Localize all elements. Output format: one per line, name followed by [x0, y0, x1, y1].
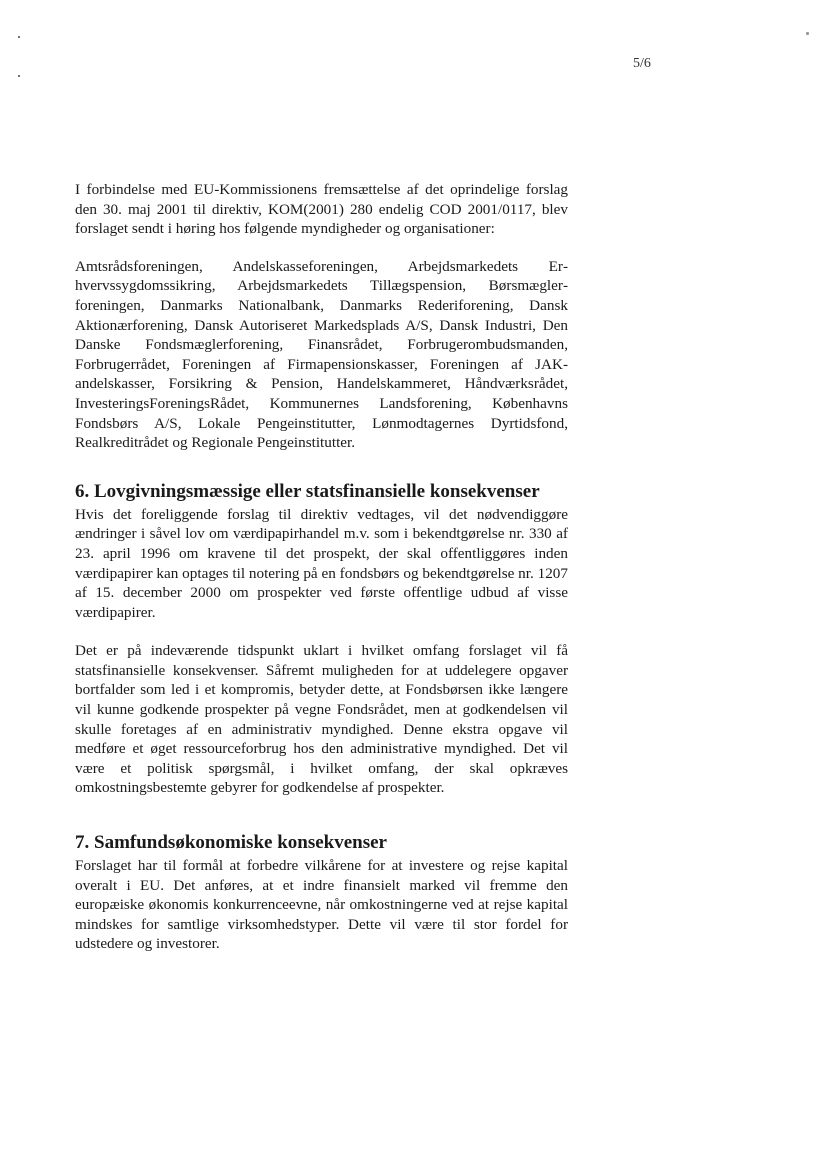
- section-6-paragraph-1: Hvis det foreliggende forslag til direktiv vedtages, vil det nødvendiggøre ændringer i såvel lov om værdipapirhandel m.v. som i bekendtgørelse nr. 330 af 23. april 1996 om kravene til det prospekt, der skal offentliggøres inden værdipapirer kan optages til notering på en fondsbørs og bekendtgørelse nr. 1207 af 15. december 2000 om prospekter ved første offentlige udbud af visse værdipapirer.: [75, 505, 568, 621]
- intro-paragraph: I forbindelse med EU-Kommissionens fremsættelse af det oprindelige forslag den 30. maj 2001 til direktiv, KOM(2001) 280 endelig COD 2001/0117, blev forslaget sendt i høring hos følgende myndigheder og organisationer:: [75, 181, 568, 238]
- page-number: 5/6: [633, 56, 651, 71]
- scan-speck: [806, 32, 809, 35]
- section-6-heading: 6. Lovgivningsmæssige eller statsfinansielle konsekvenser: [75, 480, 540, 502]
- section-7-heading: 7. Samfundsøkonomiske konsekvenser: [75, 832, 387, 854]
- section-6-paragraph-2: Det er på indeværende tidspunkt uklart i hvilket omfang forslaget vil få statsfinansielle konsekvenser. Såfremt muligheden for at uddelegere opgaver bortfalder som led i et kompromis, betyder dette, at Fondsbørsen ikke længere vil kunne godkende prospekter på vegne Fondsrådet, men at godkendelsen vil skulle foretages af en administrativ myndighed. Denne ekstra opgave vil medføre et øget ressourceforbrug hos den administrative myndighed. Det vil være et politisk spørgsmål, i hvilket omfang, der skal opkræves omkostningsbestemte gebyrer for godkendelse af prospekter.: [75, 642, 568, 797]
- section-7-paragraph-1: Forslaget har til formål at forbedre vilkårene for at investere og rejse kapital overalt i EU. Det anføres, at et indre finansielt marked vil fremme den europæiske økonomis konkurrenceevne, når omkostningerne ved at rejse kapital mindskes for samtlige virksomhedstyper. Dette vil være til stor fordel for udstedere og investorer.: [75, 857, 568, 953]
- scan-speck: [18, 36, 20, 38]
- document-body: [75, 180, 568, 973]
- consultation-list-paragraph: Amtsrådsforeningen, Andelskasseforeningen, Arbejdsmarkedets Erhvervssygdomssikring, Arbejdsmarkedets Tillægspension, Børsmæglerforeningen, Danmarks Nationalbank, Danmarks Rederiforening, Dansk Aktionærforening, Dansk Autoriseret Markedsplads A/S, Dansk Industri, Den Danske Fondsmæglerforening, Finansrådet, Forbrugerombudsmanden, Forbrugerrådet, Foreningen af Firmapensionskasser, Foreningen af JAK-andelskasser, Forsikring & Pension, Handelskammeret, Håndværksrådet, InvesteringsForeningsRådet, Kommunernes Landsforening, Københavns Fondsbørs A/S, Lokale Pengeinstitutter, Lønmodtagernes Dyrtidsfond, Realkreditrådet og Regionale Pengeinstitutter.: [75, 257, 568, 452]
- scan-speck: [18, 75, 20, 77]
